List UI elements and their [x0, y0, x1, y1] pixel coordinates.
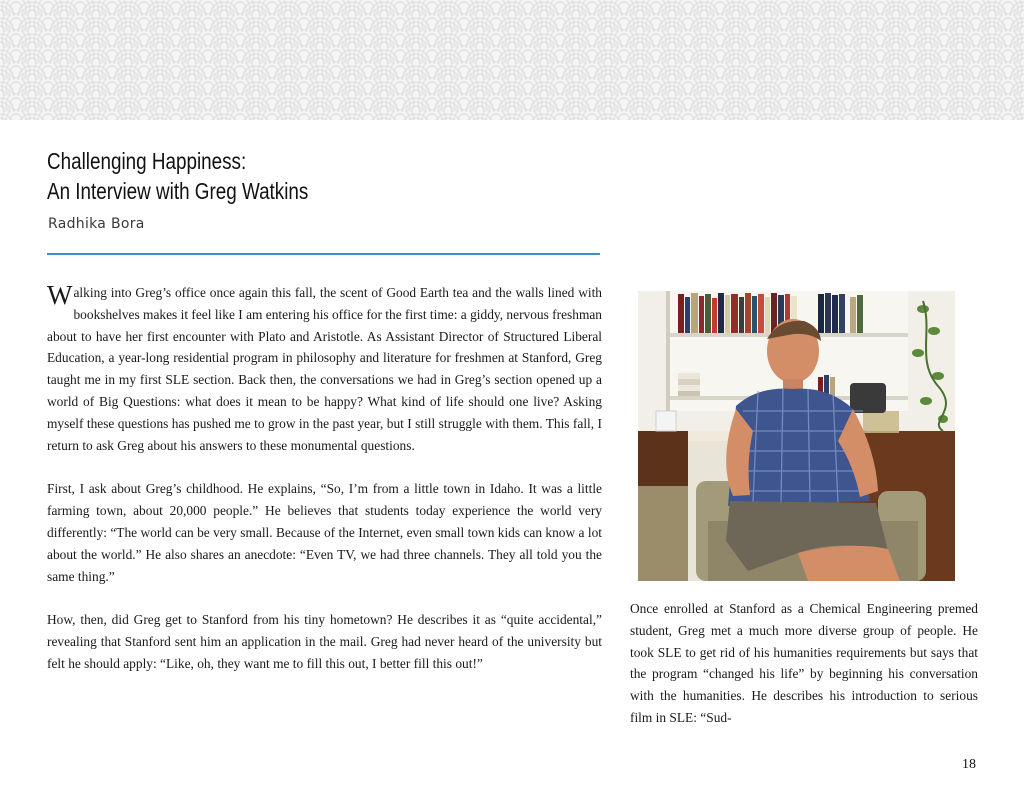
paragraph-stanford: How, then, did Greg get to Stanford from his tiny hometown? He describes it as “quite accidental,” revealing that Stanford sent him an application in the mail. Greg had never heard of the university but felt he should apply: “Like, oh, they want me to fill this out, I better fill this out!” — [47, 612, 602, 671]
article-title — [47, 146, 308, 206]
title-divider — [47, 253, 600, 255]
paragraph-intro-text: alking into Greg’s office once again this fall, the scent of Good Earth tea and the walls lined with bookshelves makes it feel like I am entering his office for the first time: a giddy, nervous freshman about to have her first encounter with Plato and Aristotle. As Assistant Director of Structured Liberal Education, a year-long residential program in philosophy and literature for freshmen at Stanford, Greg taught me in my first SLE section. Back then, the conversations we had in Greg’s section opened up a world of Big Questions: what does it mean to be happy? What kind of life should one live? Asking myself these questions has pushed me to grow in the past year, but I still struggle with them. This fall, I return to ask Greg about his answers to these monumental questions. — [47, 285, 602, 453]
drop-cap: W — [47, 280, 73, 310]
paragraph-enrolled: Once enrolled at Stanford as a Chemical Engineering premed student, Greg met a much more diverse group of people. He took SLE to get rid of his humanities requirements but says that the program “changed his life” by beginning his conversation with the humanities. He describes his introduction to serious film in SLE: “Sud- — [630, 601, 978, 725]
page-number: 18 — [962, 757, 976, 772]
title-line-2: An Interview with Greg Watkins — [47, 178, 309, 204]
paragraph-intro — [47, 282, 602, 456]
right-text-column — [630, 598, 978, 729]
title-line-1: Challenging Happiness: — [47, 148, 247, 174]
interview-photo — [638, 291, 955, 581]
paragraph-childhood: First, I ask about Greg’s childhood. He explains, “So, I’m from a little town in Idaho. It was a little farming town, about 20,000 people.” He believes that students today experience the world very differently: “The world can be very small. Because of the Internet, even small town kids can know a lot about the world.” He also shares an anecdote: “Even TV, we had three channels. They all told you the same thing.” — [47, 481, 602, 584]
author-byline: Radhika Bora — [48, 216, 145, 232]
decorative-wave-banner — [0, 0, 1024, 120]
left-text-column — [47, 282, 602, 697]
